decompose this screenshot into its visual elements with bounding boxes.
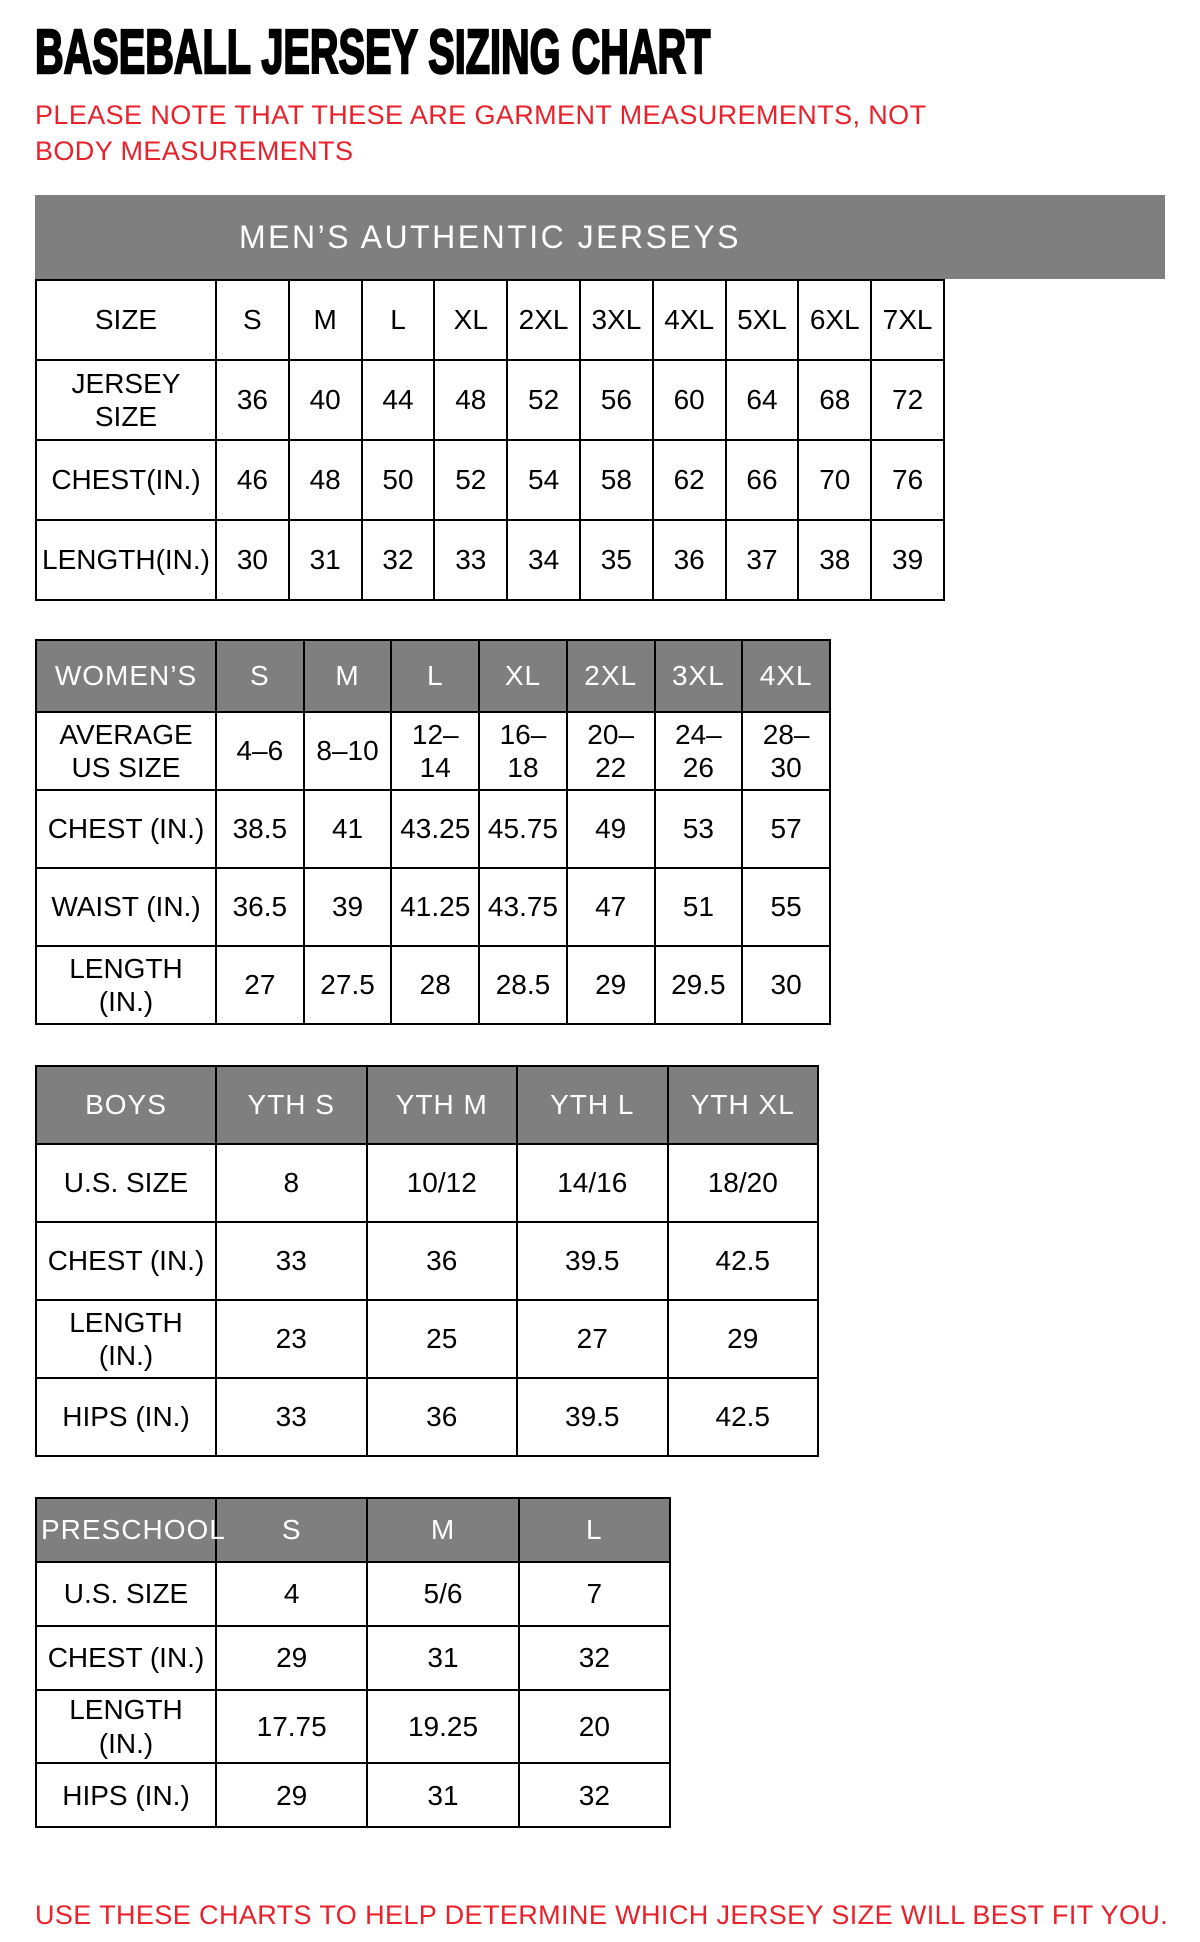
mens-row xyxy=(36,440,944,520)
preschool-row-label: HIPS (IN.) xyxy=(36,1763,216,1827)
womens-value-cell: 36.5 xyxy=(216,868,304,946)
mens-value-cell: 39 xyxy=(871,520,944,600)
preschool-row-label: LENGTH (IN.) xyxy=(36,1690,216,1763)
mens-value-cell: 5XL xyxy=(726,280,799,360)
boys-value-cell: 33 xyxy=(216,1222,367,1300)
preschool-value-cell: 20 xyxy=(519,1690,670,1763)
preschool-value-cell: 4 xyxy=(216,1562,367,1626)
womens-value-cell: 27.5 xyxy=(304,946,392,1024)
boys-sizing-table xyxy=(35,1065,819,1457)
mens-value-cell: 52 xyxy=(507,360,580,440)
boys-value-cell: 10/12 xyxy=(367,1144,518,1222)
womens-value-cell: 49 xyxy=(567,790,655,868)
womens-value-cell: 57 xyxy=(742,790,830,868)
mens-value-cell: 37 xyxy=(726,520,799,600)
boys-row-label: U.S. SIZE xyxy=(36,1144,216,1222)
preschool-value-cell: 17.75 xyxy=(216,1690,367,1763)
boys-row xyxy=(36,1144,818,1222)
boys-value-cell: 8 xyxy=(216,1144,367,1222)
mens-value-cell: M xyxy=(289,280,362,360)
preschool-value-cell: 32 xyxy=(519,1763,670,1827)
womens-value-cell: 16–18 xyxy=(479,712,567,790)
boys-value-cell: 23 xyxy=(216,1300,367,1378)
preschool-row-label: CHEST (IN.) xyxy=(36,1626,216,1690)
mens-value-cell: 66 xyxy=(726,440,799,520)
mens-value-cell: 35 xyxy=(580,520,653,600)
womens-value-cell: 29.5 xyxy=(655,946,743,1024)
womens-value-cell: 41.25 xyxy=(391,868,479,946)
boys-column-header: YTH XL xyxy=(668,1066,819,1144)
mens-value-cell: 72 xyxy=(871,360,944,440)
preschool-column-header: L xyxy=(519,1498,670,1562)
garment-measurement-note: PLEASE NOTE THAT THESE ARE GARMENT MEASUREMENTS, NOT BODY MEASUREMENTS xyxy=(35,100,926,166)
preschool-value-cell: 32 xyxy=(519,1626,670,1690)
preschool-header-label: PRESCHOOL xyxy=(36,1498,216,1562)
mens-row xyxy=(36,520,944,600)
womens-header-row xyxy=(36,640,830,712)
womens-sizing-table xyxy=(35,639,831,1025)
page-title: BASEBALL JERSEY SIZING CHART xyxy=(35,18,711,87)
mens-value-cell: L xyxy=(362,280,435,360)
womens-value-cell: 47 xyxy=(567,868,655,946)
preschool-column-header: M xyxy=(367,1498,518,1562)
mens-row-label: LENGTH(IN.) xyxy=(36,520,216,600)
mens-value-cell: 30 xyxy=(216,520,289,600)
womens-value-cell: 45.75 xyxy=(479,790,567,868)
mens-value-cell: 58 xyxy=(580,440,653,520)
boys-row-label: LENGTH (IN.) xyxy=(36,1300,216,1378)
preschool-row xyxy=(36,1690,670,1763)
mens-value-cell: 40 xyxy=(289,360,362,440)
mens-value-cell: S xyxy=(216,280,289,360)
mens-value-cell: 68 xyxy=(798,360,871,440)
mens-value-cell: XL xyxy=(434,280,507,360)
mens-value-cell: 64 xyxy=(726,360,799,440)
womens-row-label: LENGTH (IN.) xyxy=(36,946,216,1024)
boys-column-header: YTH L xyxy=(517,1066,668,1144)
womens-value-cell: 41 xyxy=(304,790,392,868)
womens-column-header: 3XL xyxy=(655,640,743,712)
womens-row xyxy=(36,712,830,790)
mens-value-cell: 70 xyxy=(798,440,871,520)
mens-value-cell: 44 xyxy=(362,360,435,440)
mens-value-cell: 56 xyxy=(580,360,653,440)
preschool-value-cell: 7 xyxy=(519,1562,670,1626)
womens-value-cell: 8–10 xyxy=(304,712,392,790)
preschool-value-cell: 31 xyxy=(367,1626,518,1690)
boys-row-label: CHEST (IN.) xyxy=(36,1222,216,1300)
womens-value-cell: 24–26 xyxy=(655,712,743,790)
womens-value-cell: 29 xyxy=(567,946,655,1024)
boys-header-row xyxy=(36,1066,818,1144)
preschool-row xyxy=(36,1626,670,1690)
womens-column-header: XL xyxy=(479,640,567,712)
mens-value-cell: 7XL xyxy=(871,280,944,360)
boys-row xyxy=(36,1300,818,1378)
boys-value-cell: 29 xyxy=(668,1300,819,1378)
womens-value-cell: 43.25 xyxy=(391,790,479,868)
boys-value-cell: 42.5 xyxy=(668,1378,819,1456)
boys-value-cell: 14/16 xyxy=(517,1144,668,1222)
boys-value-cell: 42.5 xyxy=(668,1222,819,1300)
mens-value-cell: 36 xyxy=(216,360,289,440)
womens-value-cell: 20–22 xyxy=(567,712,655,790)
footer-text: USE THESE CHARTS TO HELP DETERMINE WHICH JERSEY SIZE WILL BEST FIT YOU. xyxy=(35,1900,1169,1931)
womens-value-cell: 12–14 xyxy=(391,712,479,790)
mens-value-cell: 6XL xyxy=(798,280,871,360)
womens-row xyxy=(36,790,830,868)
preschool-header-row xyxy=(36,1498,670,1562)
mens-value-cell: 48 xyxy=(434,360,507,440)
boys-row xyxy=(36,1222,818,1300)
boys-section xyxy=(35,1065,1165,1457)
womens-value-cell: 55 xyxy=(742,868,830,946)
womens-value-cell: 28 xyxy=(391,946,479,1024)
preschool-value-cell: 5/6 xyxy=(367,1562,518,1626)
womens-value-cell: 28.5 xyxy=(479,946,567,1024)
mens-table-title-banner xyxy=(35,195,1165,279)
mens-value-cell: 4XL xyxy=(653,280,726,360)
mens-row xyxy=(36,280,944,360)
boys-value-cell: 39.5 xyxy=(517,1378,668,1456)
womens-row-label: AVERAGE US SIZE xyxy=(36,712,216,790)
boys-column-header: YTH M xyxy=(367,1066,518,1144)
womens-header-label: WOMEN’S xyxy=(36,640,216,712)
womens-row xyxy=(36,868,830,946)
boys-header-label: BOYS xyxy=(36,1066,216,1144)
womens-section xyxy=(35,639,1165,1025)
mens-table-title: MEN’S AUTHENTIC JERSEYS xyxy=(238,218,741,255)
womens-column-header: 4XL xyxy=(742,640,830,712)
womens-value-cell: 27 xyxy=(216,946,304,1024)
mens-value-cell: 3XL xyxy=(580,280,653,360)
preschool-value-cell: 29 xyxy=(216,1763,367,1827)
womens-value-cell: 53 xyxy=(655,790,743,868)
boys-value-cell: 27 xyxy=(517,1300,668,1378)
mens-value-cell: 33 xyxy=(434,520,507,600)
boys-value-cell: 33 xyxy=(216,1378,367,1456)
boys-column-header: YTH S xyxy=(216,1066,367,1144)
mens-row-label: CHEST(IN.) xyxy=(36,440,216,520)
mens-value-cell: 76 xyxy=(871,440,944,520)
womens-row xyxy=(36,946,830,1024)
mens-row-label: JERSEY SIZE xyxy=(36,360,216,440)
preschool-row xyxy=(36,1763,670,1827)
womens-column-header: M xyxy=(304,640,392,712)
mens-value-cell: 32 xyxy=(362,520,435,600)
preschool-row-label: U.S. SIZE xyxy=(36,1562,216,1626)
mens-value-cell: 52 xyxy=(434,440,507,520)
preschool-row xyxy=(36,1562,670,1626)
sizing-chart-page xyxy=(35,18,1169,1931)
boys-value-cell: 36 xyxy=(367,1378,518,1456)
preschool-column-header: S xyxy=(216,1498,367,1562)
womens-value-cell: 4–6 xyxy=(216,712,304,790)
mens-value-cell: 54 xyxy=(507,440,580,520)
mens-section xyxy=(35,195,1165,601)
preschool-value-cell: 29 xyxy=(216,1626,367,1690)
mens-value-cell: 48 xyxy=(289,440,362,520)
womens-value-cell: 28–30 xyxy=(742,712,830,790)
preschool-value-cell: 31 xyxy=(367,1763,518,1827)
womens-value-cell: 30 xyxy=(742,946,830,1024)
mens-sizing-table xyxy=(35,279,945,601)
womens-column-header: L xyxy=(391,640,479,712)
mens-value-cell: 34 xyxy=(507,520,580,600)
mens-value-cell: 46 xyxy=(216,440,289,520)
preschool-value-cell: 19.25 xyxy=(367,1690,518,1763)
womens-column-header: S xyxy=(216,640,304,712)
womens-row-label: CHEST (IN.) xyxy=(36,790,216,868)
mens-value-cell: 60 xyxy=(653,360,726,440)
preschool-sizing-table xyxy=(35,1497,671,1828)
womens-value-cell: 38.5 xyxy=(216,790,304,868)
boys-value-cell: 18/20 xyxy=(668,1144,819,1222)
preschool-section xyxy=(35,1497,1165,1828)
womens-row-label: WAIST (IN.) xyxy=(36,868,216,946)
boys-value-cell: 39.5 xyxy=(517,1222,668,1300)
boys-row-label: HIPS (IN.) xyxy=(36,1378,216,1456)
womens-value-cell: 43.75 xyxy=(479,868,567,946)
mens-value-cell: 36 xyxy=(653,520,726,600)
mens-value-cell: 31 xyxy=(289,520,362,600)
womens-value-cell: 39 xyxy=(304,868,392,946)
mens-value-cell: 50 xyxy=(362,440,435,520)
mens-row xyxy=(36,360,944,440)
womens-value-cell: 51 xyxy=(655,868,743,946)
mens-value-cell: 38 xyxy=(798,520,871,600)
boys-row xyxy=(36,1378,818,1456)
mens-row-label: SIZE xyxy=(36,280,216,360)
womens-column-header: 2XL xyxy=(567,640,655,712)
mens-value-cell: 2XL xyxy=(507,280,580,360)
mens-value-cell: 62 xyxy=(653,440,726,520)
boys-value-cell: 36 xyxy=(367,1222,518,1300)
boys-value-cell: 25 xyxy=(367,1300,518,1378)
